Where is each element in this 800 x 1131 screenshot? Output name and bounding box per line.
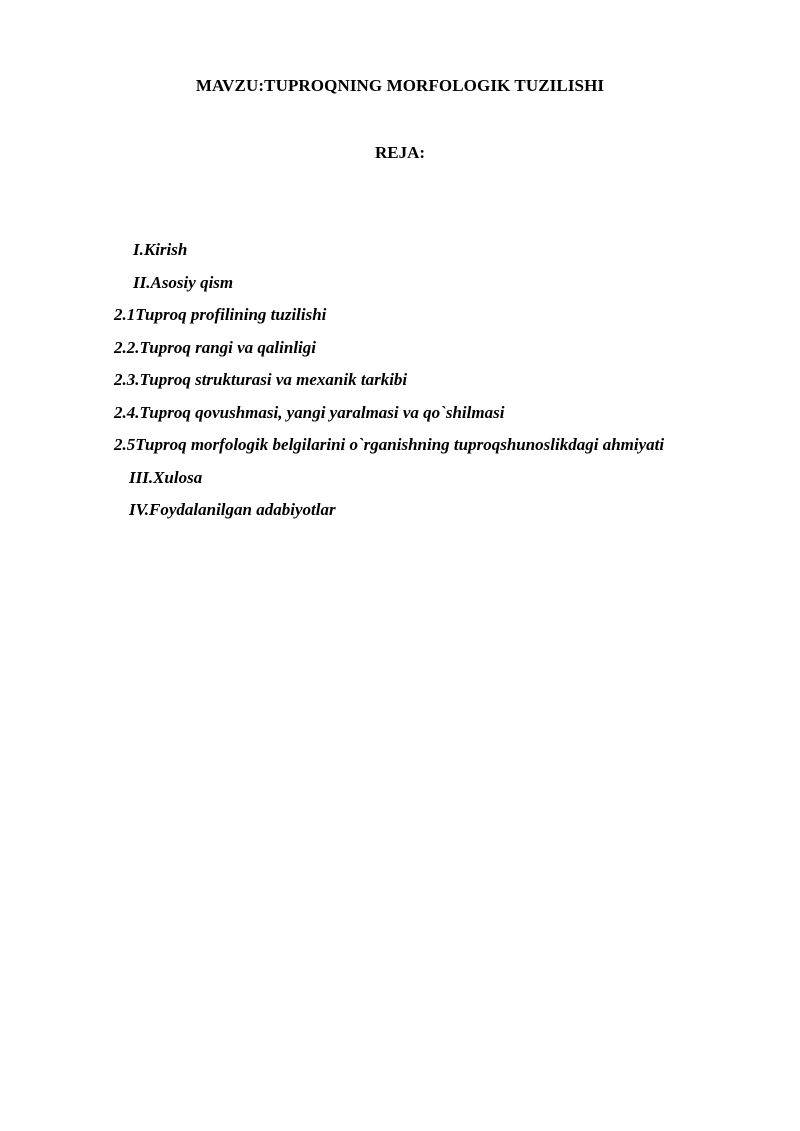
toc-item-main-part: II.Asosiy qism	[133, 272, 234, 292]
toc-item-conclusion: III.Xulosa	[129, 467, 203, 487]
toc-item-2-2: 2.2.Tuproq rangi va qalinligi	[114, 337, 316, 357]
toc-item-2-5: 2.5Tuproq morfologik belgilarini o`rganishning tuproqshunoslikdagi ahmiyati	[114, 435, 665, 454]
toc-item-references: IV.Foydalanilgan adabiyotlar	[129, 500, 336, 519]
toc-item-2-3: 2.3.Tuproq strukturasi va mexanik tarkibi	[114, 370, 408, 389]
plan-heading: REJA:	[374, 143, 426, 162]
toc-item-introduction: I.Kirish	[133, 240, 188, 259]
toc-item-2-4: 2.4.Tuproq qovushmasi, yangi yaralmasi va qo`shilmasi	[114, 402, 505, 422]
toc-item-2-1: 2.1Tuproq profilining tuzilishi	[114, 305, 327, 324]
document-title: MAVZU:TUPROQNING MORFOLOGIK TUZILISHI	[195, 76, 605, 95]
table-of-contents	[0, 238, 800, 531]
